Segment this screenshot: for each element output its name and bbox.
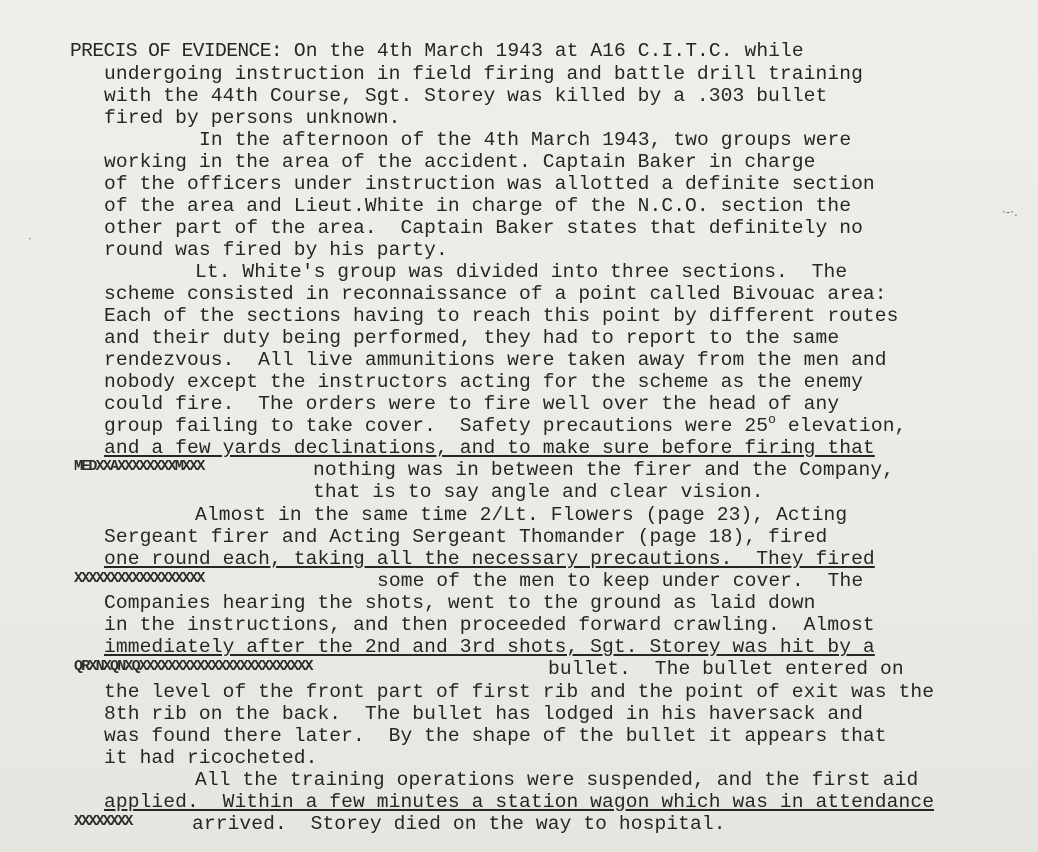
struck-out-text-1: MEDXXAXXXXXXXXMXXX [74,458,204,475]
struck-out-text-2: XXXXXXXXXXXXXXXXXX [74,570,204,587]
para-4-line-8: bullet. The bullet entered on [548,658,904,680]
para-2-line-6: round was fired by his party. [104,239,448,261]
line-4: fired by persons unknown. [104,107,401,129]
para-4-line-2: Sergeant firer and Acting Sergeant Thomander (page 18), fired [104,526,828,548]
para-3-line-3: Each of the sections having to reach this point by different routes [104,305,899,327]
para-3-line-7: could fire. The orders were to fire well over the head of any [104,393,840,415]
para-3-line-11: that is to say angle and clear vision. [313,481,764,503]
para-2-line-5: other part of the area. Captain Baker states that definitely no [104,217,863,239]
margin-mark: ·-·. [1002,205,1018,219]
degree-sign: o [768,412,776,427]
para-2-line-4: of the area and Lieut.White in charge of the N.C.O. section the [104,195,852,217]
para-3-line-8 [104,412,907,437]
para-2-line-2: working in the area of the accident. Captain Baker in charge [104,151,816,173]
line-1 [70,40,804,62]
line-1-text: On the 4th March 1943 at A16 C.I.T.C. while [293,40,804,62]
line-2: undergoing instruction in field firing and battle drill training [104,63,863,85]
para-4-line-5: Companies hearing the shots, went to the ground as laid down [104,592,816,614]
para-4-line-6: in the instructions, and then proceeded forward crawling. Almost [104,614,875,636]
para-3-line-1: Lt. White's group was divided into three sections. The [195,261,848,283]
para-3-line-4: and their duty being performed, they had to report to the same [104,327,840,349]
para-2-line-3: of the officers under instruction was allotted a definite section [104,173,875,195]
elevation-text: elevation, [775,415,907,437]
para-3-line-10: nothing was in between the firer and the Company, [313,459,895,481]
para-3-line-6: nobody except the instructors acting for the scheme as the enemy [104,371,863,393]
para-5-line-3: arrived. Storey died on the way to hospital. [192,813,726,835]
line-3: with the 44th Course, Sgt. Storey was killed by a .303 bullet [104,85,828,107]
para-4-line-11: was found there later. By the shape of the bullet it appears that [104,725,887,747]
precis-heading: PRECIS OF EVIDENCE: [70,40,283,62]
para-4-line-9: the level of the front part of first rib and the point of exit was the [104,681,935,703]
safety-text: group failing to take cover. Safety precautions were 25 [104,415,769,437]
para-2-line-1: In the afternoon of the 4th March 1943, two groups were [199,129,852,151]
margin-dot: · [28,232,32,246]
struck-out-text-4: XXXXXXXX [74,813,132,830]
para-5-line-1: All the training operations were suspended, and the first aid [195,769,919,791]
para-3-line-2: scheme consisted in reconnaissance of a point called Bivouac area: [104,283,887,305]
para-3-line-5: rendezvous. All live ammunitions were taken away from the men and [104,349,887,371]
para-4-line-12: it had ricocheted. [104,747,318,769]
para-4-line-7: immediately after the 2nd and 3rd shots, Sgt. Storey was hit by a [104,636,875,658]
para-4-line-4: some of the men to keep under cover. The [377,570,864,592]
para-4-line-1: Almost in the same time 2/Lt. Flowers (page 23), Acting [195,504,848,526]
para-5-line-2: applied. Within a few minutes a station wagon which was in attendance [104,791,935,813]
para-4-line-3: one round each, taking all the necessary precautions. They fired [104,548,875,570]
struck-out-text-3: QRXNXQNXQXXXXXXXXXXXXXXXXXXXXXXXX [74,658,312,675]
para-4-line-10: 8th rib on the back. The bullet has lodged in his haversack and [104,703,863,725]
para-3-line-9: and a few yards declinations, and to make sure before firing that [104,437,875,459]
